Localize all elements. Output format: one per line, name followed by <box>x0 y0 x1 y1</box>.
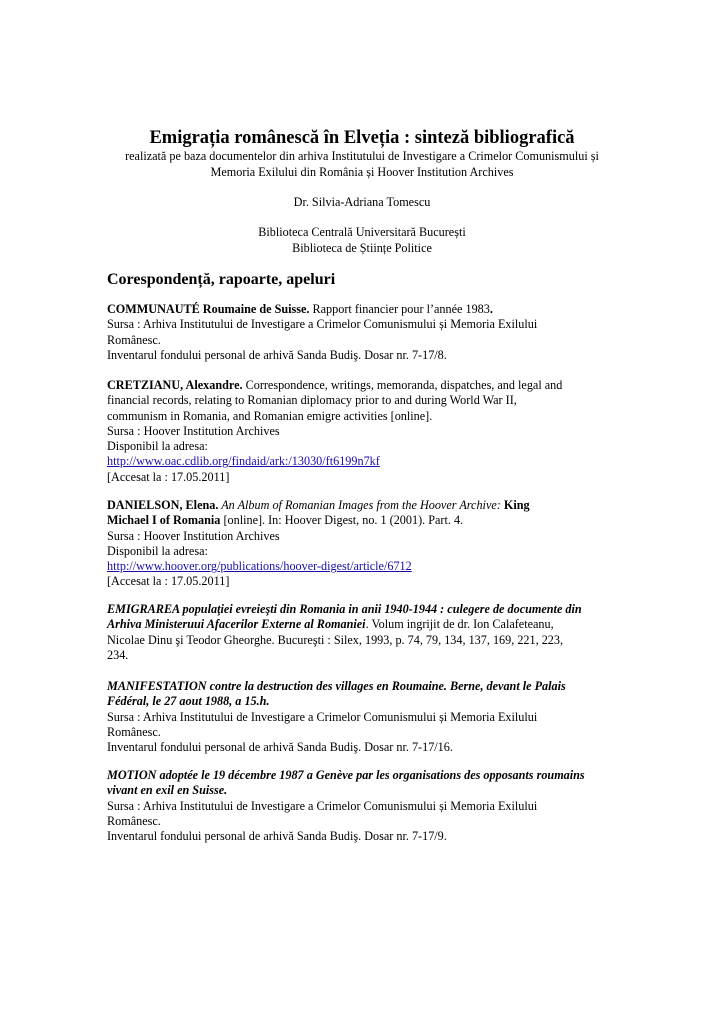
entry-heading <box>107 602 622 617</box>
bibliography-entry <box>107 302 622 363</box>
entry-title: vivant en exil en Suisse. <box>107 783 228 798</box>
subtitle-line: realizată pe baza documentelor din arhiva Institutului de Investigare a Crimelor Comunismului și <box>125 149 599 163</box>
entry-title-end: . <box>489 302 493 316</box>
entry-link[interactable]: http://www.oac.cdlib.org/findaid/ark:/13030/ft6199n7kf <box>107 454 380 469</box>
entry-title <box>107 783 622 798</box>
entry-publication: Nicolae Dinu şi Teodor Gheorghe. Bucureşti : Silex, 1993, p. 74, 79, 134, 137, 169, 221, 223, <box>107 632 564 647</box>
subtitle-line: Memoria Exilului din România și Hoover Institution Archives <box>210 164 514 179</box>
entry-title: EMIGRAREA populaţiei evreieşti din Romania in anii 1940-1944 : culegere de documente din <box>107 602 582 616</box>
entry-accessed: [Accesat la : 17.05.2011] <box>107 574 230 589</box>
bibliography-entry <box>107 602 622 663</box>
entry-title: Rapport financier pour l’année 1983 <box>309 302 490 316</box>
entry-title: financial records, relating to Romanian diplomacy prior to and during World War II, <box>107 393 517 408</box>
section-heading: Corespondență, rapoarte, apeluri <box>107 271 336 288</box>
entry-title: Arhiva Ministeruui Afacerilor Externe al Romaniei <box>107 617 366 632</box>
author-name: Dr. Silvia-Adriana Tomescu <box>293 195 431 209</box>
entry-title: An Album of Romanian Images from the Hoover Archive: <box>218 498 501 512</box>
affiliation-line: Biblioteca de Științe Politice <box>292 240 432 255</box>
entry-source: Sursa : Arhiva Institutului de Investigare a Crimelor Comunismului și Memoria Exilului <box>107 709 538 724</box>
bibliography-entry <box>107 378 622 485</box>
entry-availability: Disponibil la adresa: <box>107 439 208 454</box>
entry-source: Românesc. <box>107 813 161 828</box>
entry-inventory: Inventarul fondului personal de arhivă Sanda Budiş. Dosar nr. 7-17/8. <box>107 347 447 362</box>
entry-author: COMMUNAUTÉ Roumaine de Suisse. <box>107 302 310 316</box>
entry-heading <box>107 768 622 783</box>
entry-title <box>107 694 622 709</box>
entry-heading <box>107 302 622 317</box>
entry-availability: Disponibil la adresa: <box>107 543 208 558</box>
entry-subject: Michael I of Romania <box>107 513 221 528</box>
entry-title <box>107 513 622 528</box>
entry-accessed: [Accesat la : 17.05.2011] <box>107 469 230 484</box>
entry-source: Românesc. <box>107 724 161 739</box>
affiliation-line: Biblioteca Centrală Universitară București <box>258 225 466 239</box>
entry-source: Sursa : Hoover Institution Archives <box>107 528 280 543</box>
entry-subject: King <box>500 498 530 512</box>
entry-title: communism in Romania, and Romanian emigre activities [online]. <box>107 408 433 423</box>
entry-author: DANIELSON, Elena. <box>107 498 219 512</box>
entry-heading <box>107 679 622 694</box>
entry-link[interactable]: http://www.hoover.org/publications/hoover-digest/article/6712 <box>107 559 412 574</box>
author-affiliation <box>0 225 724 256</box>
entry-heading <box>107 498 622 513</box>
bibliography-entry <box>107 498 622 590</box>
entry-editors: . Volum ingrijit de dr. Ion Calafeteanu, <box>365 617 554 632</box>
entry-source: Sursa : Hoover Institution Archives <box>107 423 280 438</box>
entry-source: Românesc. <box>107 332 161 347</box>
entry-publication: [online]. In: Hoover Digest, no. 1 (2001). Part. 4. <box>220 513 464 528</box>
document-title: Emigrația românescă în Elveția : sinteză bibliografică <box>149 128 575 148</box>
entry-title: Fédéral, le 27 aout 1988, a 15.h. <box>107 694 270 709</box>
bibliography-entry <box>107 768 622 844</box>
document-subtitle <box>100 149 624 180</box>
entry-inventory: Inventarul fondului personal de arhivă Sanda Budiş. Dosar nr. 7-17/16. <box>107 740 453 755</box>
entry-title: Correspondence, writings, memoranda, dispatches, and legal and <box>242 378 563 392</box>
entry-title <box>107 617 622 632</box>
entry-author: CRETZIANU, Alexandre. <box>107 378 243 392</box>
entry-title: MOTION adoptée le 19 décembre 1987 a Genève par les organisations des opposants roumains <box>107 768 585 782</box>
bibliography-entry <box>107 679 622 755</box>
entry-pages: 234. <box>107 647 129 662</box>
entry-title: MANIFESTATION contre la destruction des villages en Roumaine. Berne, devant le Palais <box>107 679 566 693</box>
entry-source: Sursa : Arhiva Institutului de Investigare a Crimelor Comunismului și Memoria Exilului <box>107 798 538 813</box>
entry-heading <box>107 378 622 393</box>
entry-inventory: Inventarul fondului personal de arhivă Sanda Budiş. Dosar nr. 7-17/9. <box>107 829 447 844</box>
entry-source: Sursa : Arhiva Institutului de Investigare a Crimelor Comunismului și Memoria Exilului <box>107 317 538 332</box>
